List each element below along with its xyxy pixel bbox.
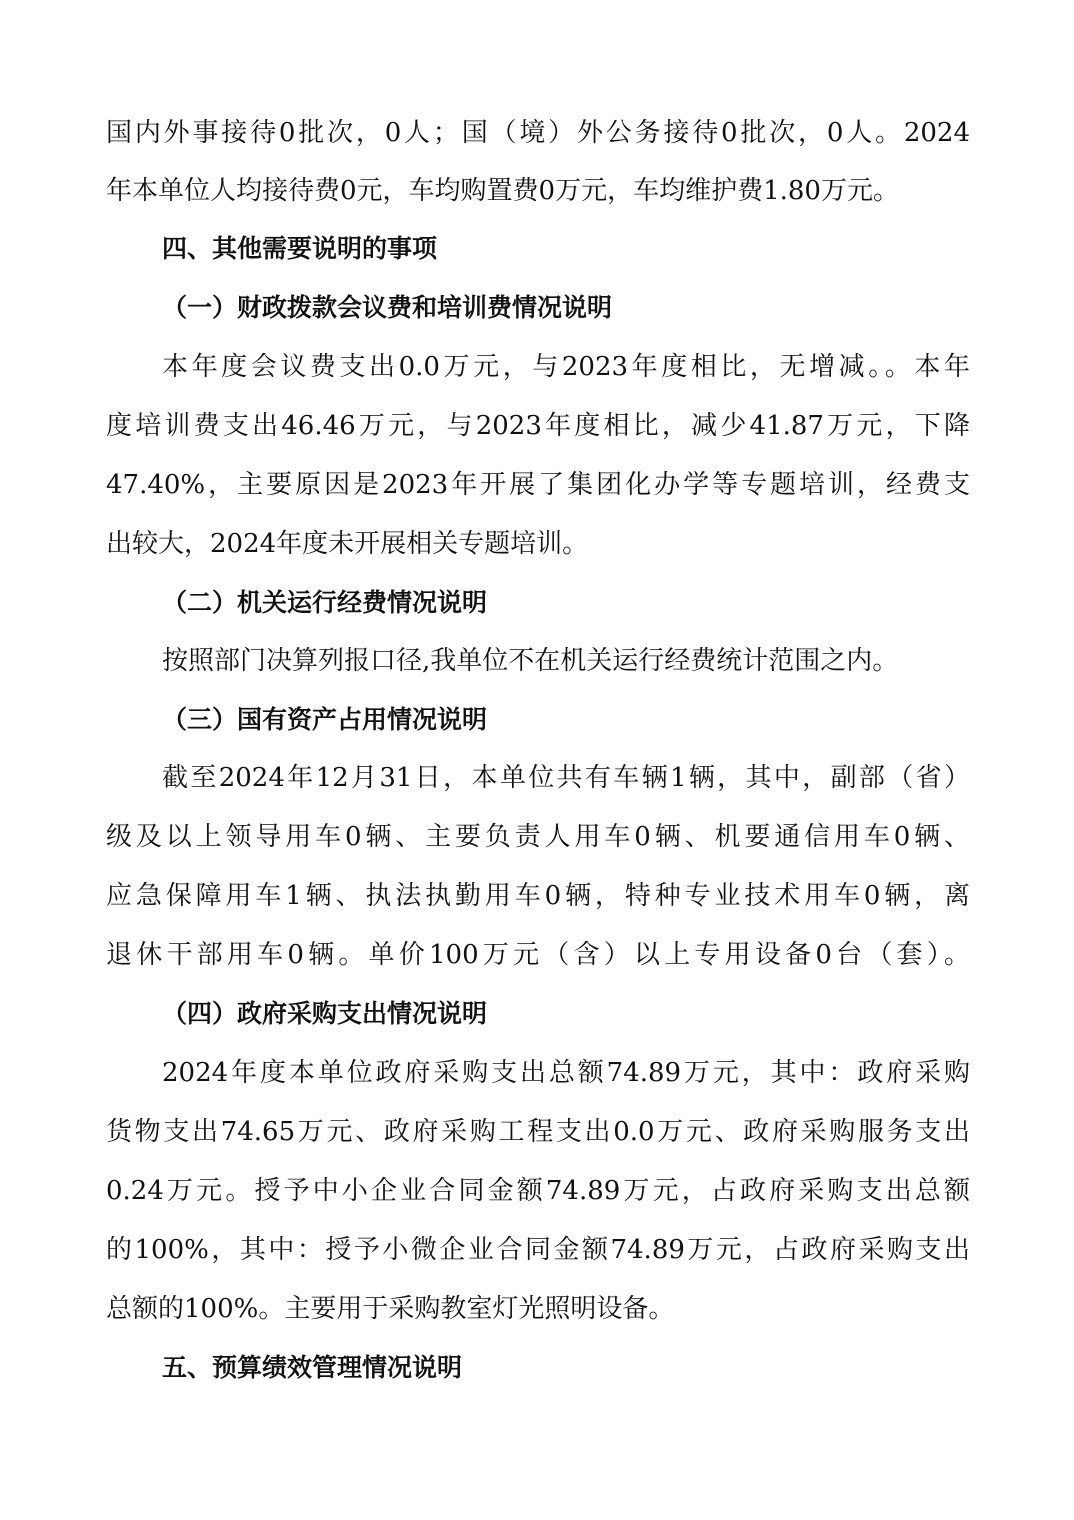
paragraph-line: 总额的100%。主要用于采购教室灯光照明设备。 <box>106 1294 675 1324</box>
subsection-heading-3: （三）国有资产占用情况说明 <box>162 705 488 734</box>
paragraph-line: 出较大，2024年度未开展相关专题培训。 <box>106 529 589 559</box>
paragraph-line: 级及以上领导用车0辆、主要负责人用车0辆、机要通信用车0辆、 <box>106 822 970 852</box>
section-heading-4: 四、其他需要说明的事项 <box>162 234 438 263</box>
paragraph-line: 的100%，其中：授予小微企业合同金额74.89万元，占政府采购支出 <box>106 1235 970 1265</box>
subsection-heading-4: （四）政府采购支出情况说明 <box>162 999 488 1028</box>
section-heading-5: 五、预算绩效管理情况说明 <box>162 1353 463 1382</box>
paragraph-line: 2024年度本单位政府采购支出总额74.89万元，其中：政府采购 <box>162 1058 970 1088</box>
paragraph-line: 应急保障用车1辆、执法执勤用车0辆，特种专业技术用车0辆，离 <box>106 881 970 911</box>
paragraph-line: 截至2024年12月31日，本单位共有车辆1辆，其中，副部（省） <box>162 763 970 793</box>
paragraph-line: 国内外事接待0批次，0人；国（境）外公务接待0批次，0人。2024 <box>106 118 970 148</box>
paragraph-line: 度培训费支出46.46万元，与2023年度相比，减少41.87万元，下降 <box>106 411 970 441</box>
paragraph-line: 货物支出74.65万元、政府采购工程支出0.0万元、政府采购服务支出 <box>106 1117 970 1147</box>
paragraph-line: 退休干部用车0辆。单价100万元（含）以上专用设备0台（套）。 <box>106 940 970 970</box>
paragraph-line: 47.40%，主要原因是2023年开展了集团化办学等专题培训，经费支 <box>106 470 970 500</box>
paragraph-line: 按照部门决算列报口径,我单位不在机关运行经费统计范围之内。 <box>162 646 899 676</box>
subsection-heading-1: （一）财政拨款会议费和培训费情况说明 <box>162 293 613 322</box>
paragraph-line: 本年度会议费支出0.0万元，与2023年度相比，无增减。。本年 <box>162 352 970 382</box>
paragraph-line: 年本单位人均接待费0元，车均购置费0万元，车均维护费1.80万元。 <box>106 176 899 206</box>
subsection-heading-2: （二）机关运行经费情况说明 <box>162 588 488 617</box>
paragraph-line: 0.24万元。授予中小企业合同金额74.89万元，占政府采购支出总额 <box>106 1176 970 1206</box>
